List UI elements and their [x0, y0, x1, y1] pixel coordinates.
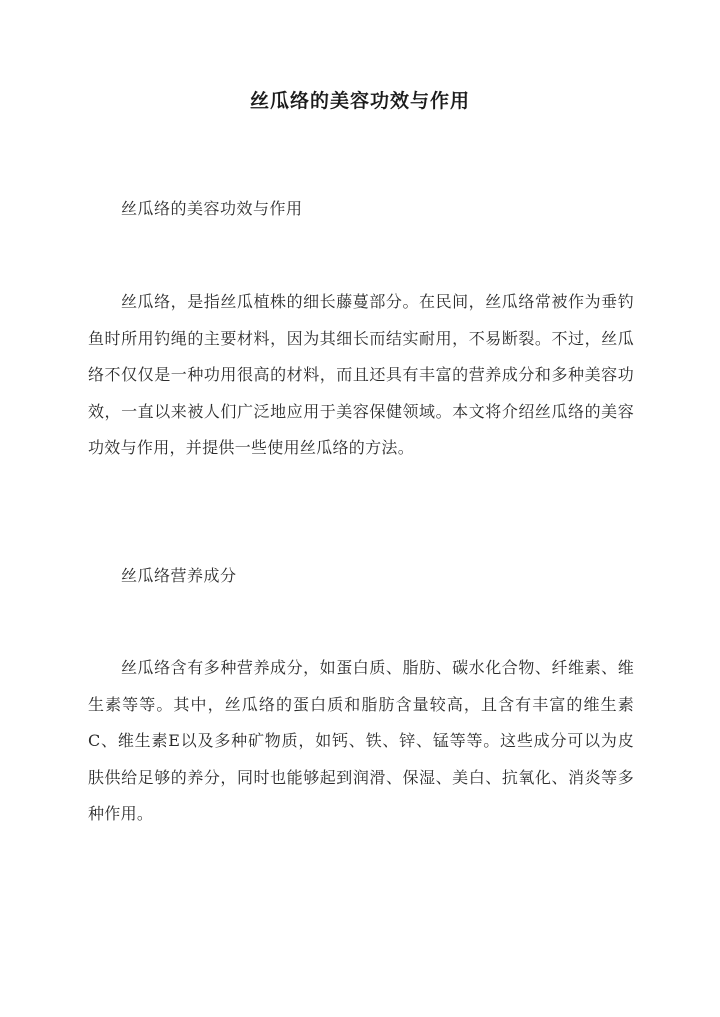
section-paragraph-nutrition: 丝瓜络含有多种营养成分，如蛋白质、脂肪、碳水化合物、纤维素、维生素等等。其中，丝瓜络的蛋白质和脂肪含量较高，且含有丰富的维生素C、维生素E以及多种矿物质，如钙、铁、锌、锰等等。这些成分可以为皮肤供给足够的养分，同时也能够起到润滑、保湿、美白、抗氧化、消炎等多种作用。 [88, 658, 634, 823]
section-heading-nutrition: 丝瓜络营养成分 [121, 566, 237, 585]
document-title: 丝瓜络的美容功效与作用 [249, 90, 470, 112]
section-heading-intro: 丝瓜络的美容功效与作用 [121, 199, 303, 218]
section-paragraph-intro: 丝瓜络，是指丝瓜植株的细长藤蔓部分。在民间，丝瓜络常被作为垂钓鱼时所用钓绳的主要材料，因为其细长而结实耐用，不易断裂。不过，丝瓜络不仅仅是一种功用很高的材料，而且还具有丰富的营养成分和多种美容功效，一直以来被人们广泛地应用于美容保健领域。本文将介绍丝瓜络的美容功效与作用，并提供一些使用丝瓜络的方法。 [88, 292, 634, 457]
